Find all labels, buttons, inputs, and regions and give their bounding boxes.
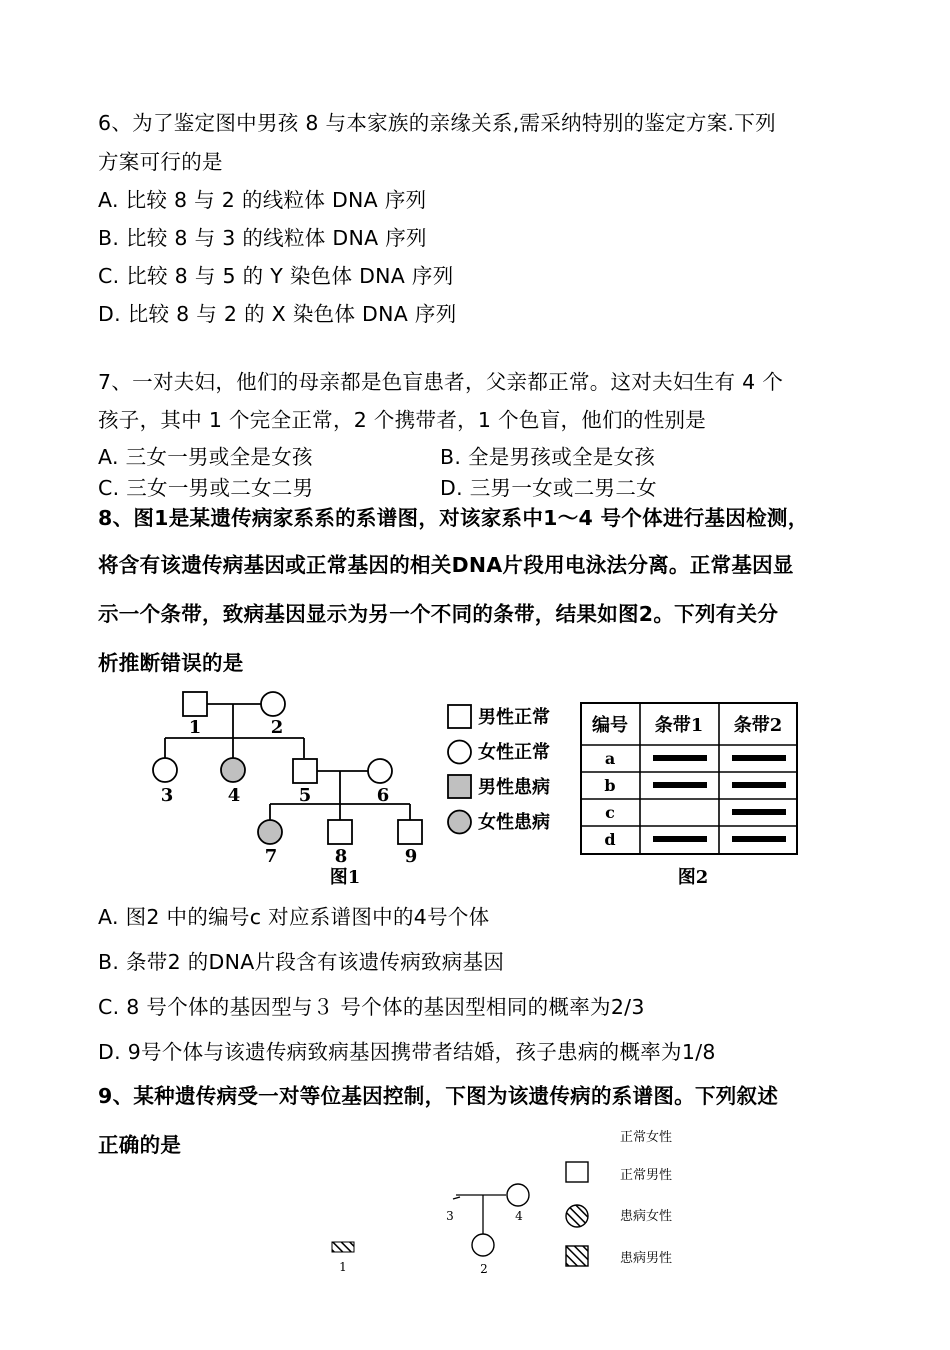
pedigree-male-5 xyxy=(293,759,317,783)
pedigree-label-2: 2 xyxy=(270,717,284,738)
pedigree-label-9: 9 xyxy=(404,846,418,867)
fig2-caption: 图2 xyxy=(677,867,709,888)
q9-label-1: 1 xyxy=(339,1260,347,1274)
q9-legend-normal-male-icon xyxy=(566,1162,588,1182)
pedigree-female-3 xyxy=(153,758,177,782)
pedigree-female-2 xyxy=(261,692,285,716)
q9-stem-line2: 正确的是 xyxy=(98,1133,182,1157)
q8-electrophoresis-table xyxy=(578,700,803,892)
q8-stem-line3: 示一个条带，致病基因显示为另一个不同的条带，结果如图2。下列有关分 xyxy=(98,602,779,626)
q7-option-c: C. 三女一男或二女二男 xyxy=(98,476,314,500)
legend-affected-male-label: 男性患病 xyxy=(478,777,550,798)
q7-stem-line2: 孩子，其中 1 个完全正常，2 个携带者，1 个色盲，他们的性别是 xyxy=(98,408,707,432)
q8-option-d: D. 9号个体与该遗传病致病基因携带者结婚，孩子患病的概率为1/8 xyxy=(98,1040,716,1064)
pedigree-affected-female-7 xyxy=(258,820,282,844)
table-row-d-id: d xyxy=(604,830,616,849)
pedigree-label-1: 1 xyxy=(188,717,202,738)
q9-legend-normal-female-label: 正常女性 xyxy=(620,1130,673,1145)
q9-affected-1 xyxy=(332,1242,354,1252)
pedigree-label-4: 4 xyxy=(227,785,241,806)
table-row-b-id: b xyxy=(604,776,616,795)
legend-affected-female-label: 女性患病 xyxy=(478,812,550,833)
band-d-band2 xyxy=(732,836,786,842)
q8-pedigree-figure xyxy=(140,680,440,895)
table-header-band1: 条带1 xyxy=(654,715,704,736)
q9-label-4: 4 xyxy=(515,1209,523,1223)
pedigree-male-1 xyxy=(183,692,207,716)
band-d-band1 xyxy=(653,836,707,842)
q6-stem-line2: 方案可行的是 xyxy=(98,150,223,174)
q6-stem-line1: 6、为了鉴定图中男孩 8 与本家族的亲缘关系,需采纳特别的鉴定方案.下列 xyxy=(98,111,776,135)
legend-normal-male-icon xyxy=(448,705,471,728)
q9-label-3: 3 xyxy=(446,1209,454,1223)
q8-stem-line4: 析推断错误的是 xyxy=(98,651,244,675)
q9-pedigree-figure xyxy=(320,1120,720,1280)
pedigree-affected-female-4 xyxy=(221,758,245,782)
pedigree-label-3: 3 xyxy=(160,785,174,806)
q9-female-4 xyxy=(507,1184,529,1206)
q8-stem-line2: 将含有该遗传病基因或正常基因的相关DNA片段用电泳法分离。正常基因显 xyxy=(98,553,794,577)
pedigree-female-6 xyxy=(368,759,392,783)
pedigree-male-8 xyxy=(328,820,352,844)
legend-normal-male-label: 男性正常 xyxy=(478,707,550,728)
q8-stem-line1: 8、图1是某遗传病家系系的系谱图，对该家系中1～4 号个体进行基因检测， xyxy=(98,506,809,530)
q6-option-a: A. 比较 8 与 2 的线粒体 DNA 序列 xyxy=(98,188,427,212)
q9-legend-affected-male-label: 患病男性 xyxy=(620,1251,673,1266)
q8-option-b: B. 条带2 的DNA片段含有该遗传病致病基因 xyxy=(98,950,505,974)
legend-normal-female-icon xyxy=(448,741,471,764)
pedigree-label-8: 8 xyxy=(334,846,348,867)
pedigree-label-7: 7 xyxy=(264,846,278,867)
q7-option-d: D. 三男一女或二男二女 xyxy=(440,476,657,500)
q6-option-b: B. 比较 8 与 3 的线粒体 DNA 序列 xyxy=(98,226,427,250)
q8-option-c: C. 8 号个体的基因型与３ 号个体的基因型相同的概率为2/3 xyxy=(98,995,645,1019)
q9-legend-normal-male-label: 正常男性 xyxy=(620,1168,673,1183)
q9-legend-affected-female-label: 患病女性 xyxy=(620,1209,673,1224)
q6-option-c: C. 比较 8 与 5 的 Y 染色体 DNA 序列 xyxy=(98,264,454,288)
band-a-band1 xyxy=(653,755,707,761)
q7-option-b: B. 全是男孩或全是女孩 xyxy=(440,445,656,469)
q9-label-2: 2 xyxy=(480,1262,488,1276)
pedigree-label-5: 5 xyxy=(298,785,312,806)
table-header-band2: 条带2 xyxy=(733,715,783,736)
legend-affected-male-icon xyxy=(448,775,471,798)
band-a-band2 xyxy=(732,755,786,761)
band-b-band1 xyxy=(653,782,707,788)
q9-female-2 xyxy=(472,1234,494,1256)
table-row-a-id: a xyxy=(604,749,616,768)
legend-affected-female-icon xyxy=(448,811,471,834)
band-b-band2 xyxy=(732,782,786,788)
table-row-c-id: c xyxy=(605,803,615,822)
q9-legend-affected-female-icon xyxy=(566,1205,588,1227)
fig1-caption: 图1 xyxy=(329,867,361,888)
q7-option-a: A. 三女一男或全是女孩 xyxy=(98,445,313,469)
table-header-id: 编号 xyxy=(592,715,628,736)
q7-stem-line1: 7、一对夫妇，他们的母亲都是色盲患者，父亲都正常。这对夫妇生有 4 个 xyxy=(98,370,784,394)
band-c-band2 xyxy=(732,809,786,815)
pedigree-male-9 xyxy=(398,820,422,844)
q9-legend-affected-male-icon xyxy=(566,1246,588,1266)
q6-option-d: D. 比较 8 与 2 的 X 染色体 DNA 序列 xyxy=(98,302,457,326)
q9-stem-line1: 9、某种遗传病受一对等位基因控制，下图为该遗传病的系谱图。下列叙述 xyxy=(98,1084,779,1108)
q8-option-a: A. 图2 中的编号c 对应系谱图中的4号个体 xyxy=(98,905,490,929)
pedigree-label-6: 6 xyxy=(376,785,390,806)
legend-normal-female-label: 女性正常 xyxy=(478,742,550,763)
q8-legend xyxy=(440,700,575,845)
